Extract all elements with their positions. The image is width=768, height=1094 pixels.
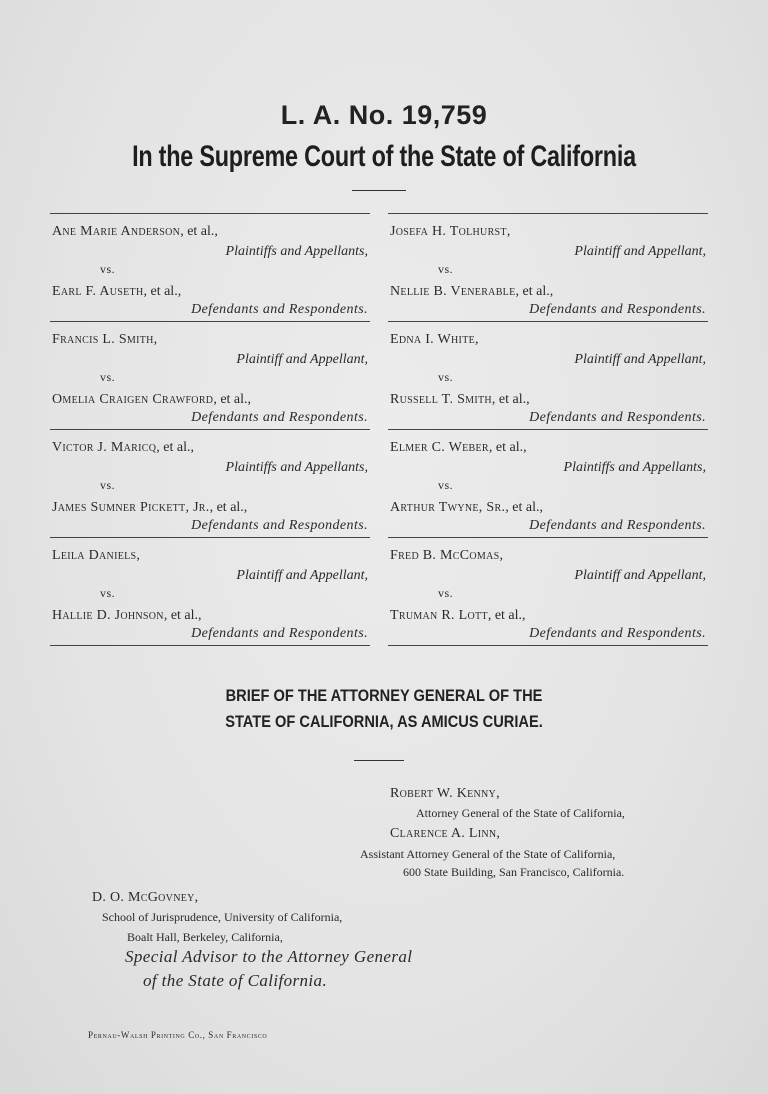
- versus-label: vs.: [100, 262, 116, 276]
- defendant-name: Hallie D. Johnson: [52, 608, 164, 623]
- brief-title-line-2: STATE OF CALIFORNIA, AS AMICUS CURIAE.: [225, 712, 543, 731]
- court-title: In the Supreme Court of the State of California: [132, 140, 636, 173]
- advisor-role-line-1: Special Advisor to the Attorney General: [125, 947, 413, 966]
- plaintiff-role: Plaintiffs and Appellants,: [225, 460, 368, 475]
- plaintiff-name: Josefa H. Tolhurst: [390, 224, 507, 239]
- defendant-name: Nellie B. Venerable: [390, 284, 516, 299]
- defendant-name: Russell T. Smith: [390, 392, 492, 407]
- defendant-role: Defendants and Respondents.: [191, 518, 368, 533]
- versus-label: vs.: [438, 370, 454, 384]
- versus-label: vs.: [438, 586, 454, 600]
- case-divider: [388, 645, 708, 646]
- case-entry: Josefa H. Tolhurst, Plaintiff and Appellant, vs. Nellie B. Venerable, et al., Defendants and Respondents.: [390, 224, 706, 317]
- case-entry: Victor J. Maricq, et al., Plaintiffs and Appellants, vs. James Sumner Pickett, Jr., et al., Defendants and Respondents.: [52, 440, 368, 533]
- case-list-left: [50, 213, 370, 646]
- versus-label: vs.: [438, 262, 454, 276]
- defendant-role: Defendants and Respondents.: [191, 410, 368, 425]
- defendant-name: Earl F. Auseth: [52, 284, 144, 299]
- case-entry: Leila Daniels, Plaintiff and Appellant, vs. Hallie D. Johnson, et al., Defendants and Respondents.: [52, 548, 368, 641]
- plaintiff-name: Francis L. Smith: [52, 332, 154, 347]
- defendant-role: Defendants and Respondents.: [529, 410, 706, 425]
- advisor-name: D. O. McGovney,: [92, 890, 199, 905]
- case-entry: Edna I. White, Plaintiff and Appellant, vs. Russell T. Smith, et al., Defendants and Respondents.: [390, 332, 706, 425]
- defendant-name: Omelia Craigen Crawford: [52, 392, 214, 407]
- plaintiff-role: Plaintiffs and Appellants,: [563, 460, 706, 475]
- defendant-name: Truman R. Lott: [390, 608, 488, 623]
- defendant-role: Defendants and Respondents.: [529, 626, 706, 641]
- title-divider: [352, 190, 406, 191]
- brief-title: [0, 683, 768, 735]
- brief-title-line-1: BRIEF OF THE ATTORNEY GENERAL OF THE: [225, 686, 543, 705]
- assistant-attorney-general-name: Clarence A. Linn,: [390, 826, 500, 841]
- plaintiff-role: Plaintiff and Appellant,: [236, 568, 368, 583]
- case-entry: Francis L. Smith, Plaintiff and Appellant, vs. Omelia Craigen Crawford, et al., Defendants and Respondents.: [52, 332, 368, 425]
- counsel-address: 600 State Building, San Francisco, California.: [403, 865, 625, 879]
- plaintiff-role: Plaintiff and Appellant,: [574, 568, 706, 583]
- plaintiff-role: Plaintiff and Appellant,: [574, 244, 706, 259]
- plaintiff-name: Elmer C. Weber: [390, 440, 489, 455]
- printer-imprint: Pernau-Walsh Printing Co., San Francisco: [88, 1030, 268, 1040]
- case-entry: Elmer C. Weber, et al., Plaintiffs and Appellants, vs. Arthur Twyne, Sr., et al., Defendants and Respondents.: [390, 440, 706, 533]
- plaintiff-name: Victor J. Maricq: [52, 440, 157, 455]
- attorney-general-name: Robert W. Kenny,: [390, 786, 500, 801]
- versus-label: vs.: [100, 478, 116, 492]
- defendant-role: Defendants and Respondents.: [529, 302, 706, 317]
- versus-label: vs.: [100, 586, 116, 600]
- plaintiff-name: Ane Marie Anderson: [52, 224, 181, 239]
- assistant-attorney-general-title: Assistant Attorney General of the State of California,: [360, 847, 616, 861]
- defendant-name: James Sumner Pickett, Jr.: [52, 500, 210, 515]
- defendant-name: Arthur Twyne, Sr.: [390, 500, 506, 515]
- brief-divider: [354, 760, 404, 761]
- case-number: L. A. No. 19,759: [280, 100, 488, 130]
- plaintiff-name: Fred B. McComas: [390, 548, 500, 563]
- advisor-hall: Boalt Hall, Berkeley, California,: [127, 930, 283, 944]
- defendant-role: Defendants and Respondents.: [191, 302, 368, 317]
- plaintiff-role: Plaintiff and Appellant,: [236, 352, 368, 367]
- case-entry: Ane Marie Anderson, et al., Plaintiffs and Appellants, vs. Earl F. Auseth, et al., Defendants and Respondents.: [52, 224, 368, 317]
- attorney-general-title: Attorney General of the State of California,: [416, 806, 625, 820]
- plaintiff-name: Leila Daniels: [52, 548, 137, 563]
- versus-label: vs.: [100, 370, 116, 384]
- plaintiff-role: Plaintiff and Appellant,: [574, 352, 706, 367]
- plaintiff-role: Plaintiffs and Appellants,: [225, 244, 368, 259]
- defendant-role: Defendants and Respondents.: [529, 518, 706, 533]
- advisor-school: School of Jurisprudence, University of California,: [102, 910, 343, 924]
- case-list-right: [388, 213, 708, 646]
- case-divider: [50, 645, 370, 646]
- plaintiff-name: Edna I. White: [390, 332, 476, 347]
- advisor-role-line-2: of the State of California.: [143, 971, 328, 990]
- versus-label: vs.: [438, 478, 454, 492]
- defendant-role: Defendants and Respondents.: [191, 626, 368, 641]
- case-entry: Fred B. McComas, Plaintiff and Appellant, vs. Truman R. Lott, et al., Defendants and Respondents.: [390, 548, 706, 641]
